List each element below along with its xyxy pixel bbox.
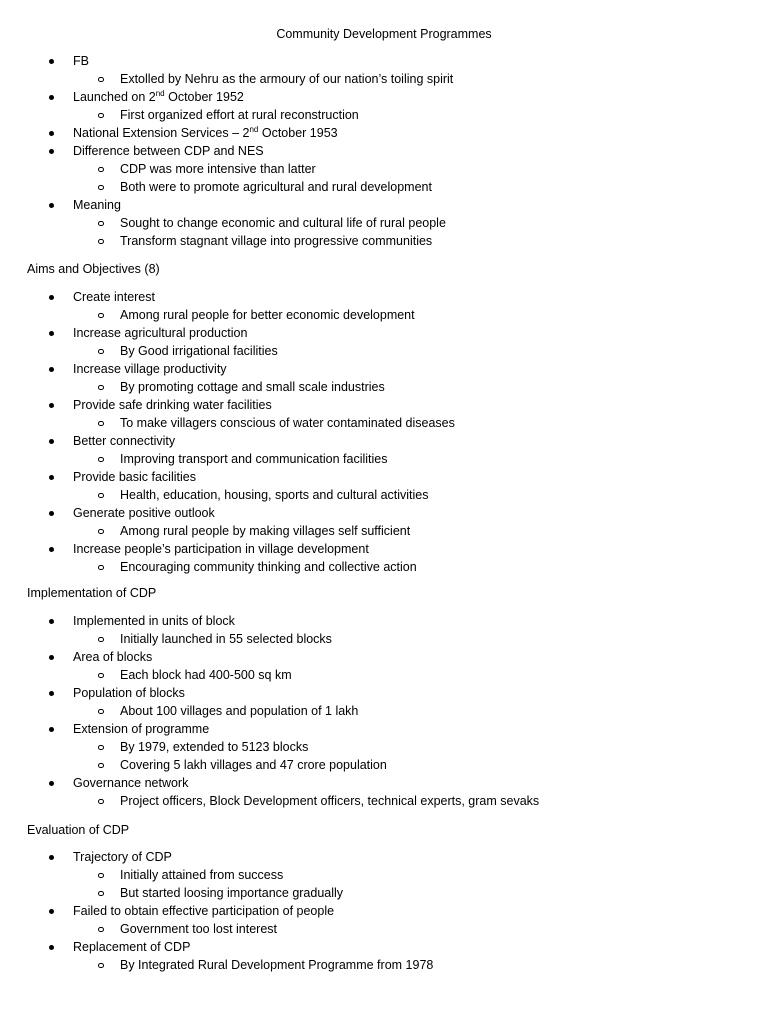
hollow-bullet-icon: [98, 313, 104, 319]
list-item-label: Create interest: [73, 290, 155, 304]
sub-list-item: [0, 738, 768, 756]
hollow-bullet-icon: [98, 763, 104, 769]
list-item-label: [73, 124, 338, 142]
sub-list-item: [0, 884, 768, 902]
sub-list-item-label: Transform stagnant village into progressive communities: [120, 234, 433, 248]
hollow-bullet-icon: [98, 873, 104, 879]
sub-list-item: [0, 866, 768, 884]
list-item-label: Trajectory of CDP: [73, 850, 172, 864]
list-item-label: Failed to obtain effective participation of people: [73, 904, 335, 918]
sub-list-item: [0, 956, 768, 974]
sub-list-item-label: Project officers, Block Development officers, technical experts, gram sevaks: [120, 794, 540, 808]
hollow-bullet-icon: [98, 421, 104, 427]
sub-list-item-label: Both were to promote agricultural and rural development: [120, 180, 432, 194]
list-item-label: Implemented in units of block: [73, 614, 235, 628]
label-text: October 1952: [164, 90, 244, 104]
ordinal-suffix: nd: [249, 125, 259, 134]
hollow-bullet-icon: [98, 673, 104, 679]
sub-list-item-label: Extolled by Nehru as the armoury of our nation’s toiling spirit: [120, 72, 454, 86]
list-item: [0, 432, 768, 450]
hollow-bullet-icon: [98, 709, 104, 715]
sub-list-item-label: Covering 5 lakh villages and 47 crore population: [120, 758, 387, 772]
list-item-label: [73, 88, 244, 106]
sub-list-item-label: By Good irrigational facilities: [120, 344, 278, 358]
list-item-label: Increase agricultural production: [73, 326, 248, 340]
sub-list-item-label: CDP was more intensive than latter: [120, 162, 316, 176]
bullet-icon: [49, 131, 54, 136]
aims-list: [0, 288, 768, 576]
sub-list-item: [0, 70, 768, 88]
sub-list-item-label: Among rural people for better economic development: [120, 308, 415, 322]
sub-list-item-label: Initially launched in 55 selected blocks: [120, 632, 332, 646]
list-item: [0, 288, 768, 306]
sub-list-item: [0, 558, 768, 576]
list-item: [0, 648, 768, 666]
sub-list-item-label: First organized effort at rural reconstruction: [120, 108, 359, 122]
bullet-icon: [49, 59, 54, 64]
bullet-icon: [49, 203, 54, 208]
sub-list-item-label: But started loosing importance gradually: [120, 886, 344, 900]
hollow-bullet-icon: [98, 457, 104, 463]
bullet-icon: [49, 781, 54, 786]
list-item: [0, 468, 768, 486]
sub-list-item: [0, 702, 768, 720]
list-item-label: Better connectivity: [73, 434, 176, 448]
sub-list-item: [0, 342, 768, 360]
list-item-label: Difference between CDP and NES: [73, 144, 264, 158]
document-title: Community Development Programmes: [276, 27, 492, 41]
list-item: [0, 52, 768, 70]
hollow-bullet-icon: [98, 77, 104, 83]
bullet-icon: [49, 691, 54, 696]
list-item: [0, 324, 768, 342]
sub-list-item: [0, 450, 768, 468]
evaluation-list: [0, 848, 768, 974]
sub-list-item: [0, 792, 768, 810]
list-item: [0, 684, 768, 702]
hollow-bullet-icon: [98, 493, 104, 499]
list-item: [0, 504, 768, 522]
bullet-icon: [49, 475, 54, 480]
sub-list-item: [0, 214, 768, 232]
list-item-label: Extension of programme: [73, 722, 210, 736]
list-item-label: Population of blocks: [73, 686, 185, 700]
sub-list-item-label: Sought to change economic and cultural life of rural people: [120, 216, 446, 230]
list-item: [0, 540, 768, 558]
bullet-icon: [49, 295, 54, 300]
sub-list-item-label: Each block had 400-500 sq km: [120, 668, 292, 682]
list-item: [0, 124, 768, 142]
list-item: [0, 612, 768, 630]
section-heading-evaluation: Evaluation of CDP: [27, 823, 130, 837]
sub-list-item-label: Initially attained from success: [120, 868, 284, 882]
sub-list-item-label: Encouraging community thinking and collective action: [120, 560, 417, 574]
hollow-bullet-icon: [98, 927, 104, 933]
sub-list-item: [0, 306, 768, 324]
sub-list-item: [0, 522, 768, 540]
hollow-bullet-icon: [98, 637, 104, 643]
sub-list-item: [0, 378, 768, 396]
sub-list-item-label: To make villagers conscious of water contaminated diseases: [120, 416, 455, 430]
list-item-label: Area of blocks: [73, 650, 153, 664]
list-item-label: Increase people’s participation in village development: [73, 542, 369, 556]
list-item-label: Provide basic facilities: [73, 470, 196, 484]
bullet-icon: [49, 367, 54, 372]
sub-list-item-label: By 1979, extended to 5123 blocks: [120, 740, 309, 754]
hollow-bullet-icon: [98, 565, 104, 571]
list-item-label: Replacement of CDP: [73, 940, 191, 954]
label-text: October 1953: [258, 126, 338, 140]
sub-list-item: [0, 666, 768, 684]
sub-list-item-label: Government too lost interest: [120, 922, 278, 936]
hollow-bullet-icon: [98, 221, 104, 227]
sub-list-item-label: By promoting cottage and small scale industries: [120, 380, 385, 394]
bullet-icon: [49, 547, 54, 552]
bullet-icon: [49, 855, 54, 860]
hollow-bullet-icon: [98, 113, 104, 119]
intro-list: [0, 52, 768, 250]
sub-list-item-label: About 100 villages and population of 1 lakh: [120, 704, 359, 718]
bullet-icon: [49, 331, 54, 336]
sub-list-item-label: Among rural people by making villages self sufficient: [120, 524, 411, 538]
hollow-bullet-icon: [98, 529, 104, 535]
list-item: [0, 142, 768, 160]
list-item: [0, 360, 768, 378]
bullet-icon: [49, 511, 54, 516]
sub-list-item: [0, 160, 768, 178]
hollow-bullet-icon: [98, 349, 104, 355]
hollow-bullet-icon: [98, 963, 104, 969]
bullet-icon: [49, 619, 54, 624]
list-item: [0, 396, 768, 414]
label-text: National Extension Services – 2: [73, 126, 250, 140]
list-item-label: Increase village productivity: [73, 362, 227, 376]
sub-list-item: [0, 756, 768, 774]
sub-list-item: [0, 232, 768, 250]
sub-list-item: [0, 414, 768, 432]
sub-list-item: [0, 178, 768, 196]
list-item-label: Provide safe drinking water facilities: [73, 398, 272, 412]
hollow-bullet-icon: [98, 745, 104, 751]
bullet-icon: [49, 149, 54, 154]
ordinal-suffix: nd: [155, 89, 165, 98]
hollow-bullet-icon: [98, 167, 104, 173]
list-item: [0, 88, 768, 106]
sub-list-item-label: By Integrated Rural Development Programme from 1978: [120, 958, 434, 972]
bullet-icon: [49, 909, 54, 914]
section-heading-aims: Aims and Objectives (8): [27, 262, 160, 276]
sub-list-item: [0, 486, 768, 504]
section-heading-implementation: Implementation of CDP: [27, 586, 157, 600]
list-item: [0, 938, 768, 956]
bullet-icon: [49, 95, 54, 100]
list-item: [0, 902, 768, 920]
list-item: [0, 196, 768, 214]
bullet-icon: [49, 403, 54, 408]
hollow-bullet-icon: [98, 799, 104, 805]
hollow-bullet-icon: [98, 239, 104, 245]
list-item-label: Generate positive outlook: [73, 506, 215, 520]
sub-list-item: [0, 920, 768, 938]
hollow-bullet-icon: [98, 385, 104, 391]
list-item-label: Meaning: [73, 198, 121, 212]
hollow-bullet-icon: [98, 185, 104, 191]
list-item: [0, 720, 768, 738]
hollow-bullet-icon: [98, 891, 104, 897]
sub-list-item: [0, 630, 768, 648]
sub-list-item: [0, 106, 768, 124]
sub-list-item-label: Health, education, housing, sports and cultural activities: [120, 488, 429, 502]
list-item: [0, 848, 768, 866]
bullet-icon: [49, 439, 54, 444]
list-item: [0, 774, 768, 792]
label-text: Launched on 2: [73, 90, 156, 104]
list-item-label: Governance network: [73, 776, 189, 790]
list-item-label: FB: [73, 54, 89, 68]
bullet-icon: [49, 945, 54, 950]
bullet-icon: [49, 727, 54, 732]
implementation-list: [0, 612, 768, 810]
sub-list-item-label: Improving transport and communication facilities: [120, 452, 388, 466]
bullet-icon: [49, 655, 54, 660]
